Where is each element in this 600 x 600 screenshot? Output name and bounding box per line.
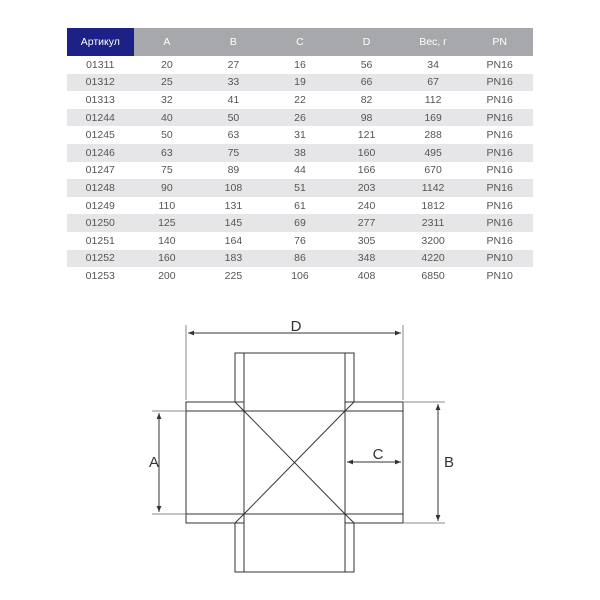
table-cell: 240 (357, 199, 376, 212)
table-cell: PN16 (466, 109, 533, 127)
table-cell: PN10 (466, 250, 533, 268)
table-row (67, 74, 533, 92)
table-cell: 51 (267, 179, 334, 197)
table-cell: 106 (291, 269, 309, 282)
header-b: B (200, 28, 267, 56)
table-cell: 31 (294, 129, 306, 142)
label-d: D (290, 318, 302, 335)
table-cell: 200 (158, 269, 176, 282)
table-cell: 01253 (85, 269, 115, 282)
header-a: A (134, 28, 201, 56)
dimension-b (403, 402, 445, 523)
table-row (67, 197, 533, 215)
table-cell: 01311 (86, 58, 115, 71)
table-cell: 01248 (67, 179, 134, 197)
table-cell: 140 (158, 234, 176, 247)
header-article: Артикул (67, 28, 134, 56)
table-cell: 32 (161, 93, 173, 106)
table-cell: 131 (224, 199, 243, 212)
table-cell: 34 (427, 58, 439, 71)
table-cell: 145 (200, 214, 267, 232)
table-cell: 2311 (400, 214, 467, 232)
table-cell: 25 (134, 74, 201, 92)
table-cell: 348 (333, 250, 400, 268)
table-cell: 69 (267, 214, 334, 232)
table-cell: 01249 (85, 199, 115, 212)
table-cell: 01245 (85, 129, 115, 142)
table-cell: 160 (333, 144, 400, 162)
table-cell: PN16 (486, 58, 513, 71)
table-cell: 125 (134, 214, 201, 232)
table-cell: 164 (224, 234, 243, 247)
table-cell: 67 (400, 74, 467, 92)
table-cell: 82 (360, 93, 373, 106)
table-cell: 6850 (421, 269, 445, 282)
table-cell: 76 (294, 234, 306, 247)
table-cell: 160 (134, 250, 201, 268)
table-cell: 225 (224, 269, 243, 282)
table-row (67, 126, 533, 144)
table-cell: 670 (424, 164, 442, 177)
table-cell: 4220 (400, 250, 467, 268)
table-cell: PN16 (486, 93, 513, 106)
table-cell: 277 (333, 214, 400, 232)
table-cell: 01312 (67, 74, 134, 92)
table-cell: 110 (158, 199, 176, 212)
table-row (67, 267, 533, 285)
table-cell: 305 (357, 234, 376, 247)
table-cell: 166 (357, 164, 376, 177)
table-cell: 26 (267, 109, 334, 127)
table-cell: 121 (357, 129, 376, 142)
header-c: C (267, 28, 334, 56)
table-cell: 16 (294, 58, 306, 71)
table-cell: 1142 (400, 179, 467, 197)
table-cell: 75 (161, 164, 173, 177)
table-cell: PN16 (486, 129, 513, 142)
table-cell: 63 (134, 144, 201, 162)
table-cell: 27 (227, 58, 240, 71)
table-cell: 63 (227, 129, 240, 142)
table-row (67, 250, 533, 268)
table-cell: 01244 (67, 109, 134, 127)
table-cell: 75 (200, 144, 267, 162)
table-cell: 86 (267, 250, 334, 268)
spec-table (67, 28, 533, 285)
table-cell: 61 (294, 199, 306, 212)
table-cell: 01251 (85, 234, 115, 247)
table-cell: PN10 (486, 269, 513, 282)
table-cell: PN16 (486, 234, 513, 247)
table-cell: 01246 (67, 144, 134, 162)
table-row (67, 214, 533, 232)
table-body (67, 56, 533, 285)
table-cell: 495 (400, 144, 467, 162)
table-row (67, 91, 533, 109)
table-cell: PN16 (466, 214, 533, 232)
table-cell: 40 (134, 109, 201, 127)
table-cell: 01247 (85, 164, 115, 177)
table-cell: 01250 (67, 214, 134, 232)
label-c: C (372, 446, 384, 463)
table-cell: 66 (333, 74, 400, 92)
table-cell: 3200 (421, 234, 445, 247)
table-cell: 50 (161, 129, 173, 142)
table-cell: 01313 (85, 93, 115, 106)
table-cell: 108 (200, 179, 267, 197)
table-cell: 112 (424, 93, 442, 106)
table-cell: 56 (360, 58, 373, 71)
table-cell: 169 (400, 109, 467, 127)
header-weight: Вес, г (400, 28, 467, 56)
table-cell: 203 (333, 179, 400, 197)
table-cell: 98 (333, 109, 400, 127)
table-cell: 19 (267, 74, 334, 92)
table-cell: 288 (424, 129, 442, 142)
table-cell: 33 (200, 74, 267, 92)
table-cell: 1812 (421, 199, 445, 212)
table-cell: 90 (134, 179, 201, 197)
table-cell: 38 (267, 144, 334, 162)
label-b: B (443, 454, 455, 471)
table-header-row (67, 28, 533, 56)
table-row (67, 179, 533, 197)
table-cell: 22 (294, 93, 306, 106)
table-cell: 50 (200, 109, 267, 127)
cross-fitting-diagram (0, 300, 600, 600)
table-cell: 89 (227, 164, 240, 177)
table-cell: PN16 (466, 144, 533, 162)
table-cell: 408 (357, 269, 376, 282)
table-row (67, 56, 533, 74)
table-row (67, 109, 533, 127)
table-row (67, 144, 533, 162)
table-row (67, 162, 533, 180)
table-cell: 41 (227, 93, 240, 106)
table-cell: PN16 (486, 199, 513, 212)
header-pn: PN (466, 28, 533, 56)
table-cell: PN16 (486, 164, 513, 177)
table-cell: PN16 (466, 74, 533, 92)
table-cell: 01252 (67, 250, 134, 268)
header-d: D (333, 28, 400, 56)
table-row (67, 232, 533, 250)
label-a: A (148, 454, 160, 471)
table-cell: 183 (200, 250, 267, 268)
table-cell: 44 (294, 164, 306, 177)
table-cell: 20 (161, 58, 173, 71)
table-cell: PN16 (466, 179, 533, 197)
